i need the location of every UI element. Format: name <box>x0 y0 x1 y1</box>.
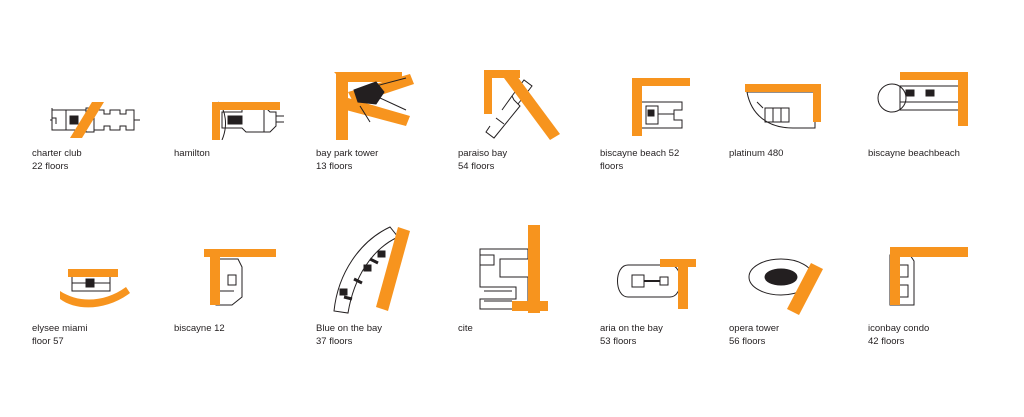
plan-figure-iconbay-condo <box>866 205 1012 315</box>
plan-card-opera-tower[interactable] <box>727 205 873 395</box>
plan-title: hamilton <box>174 148 210 159</box>
plan-caption-cite <box>456 323 602 336</box>
plan-card-aria-on-the-bay[interactable] <box>598 205 744 395</box>
plan-subtitle: 13 floors <box>316 160 353 172</box>
plan-figure-elysee-miami <box>30 205 176 315</box>
plan-title: cite <box>458 323 473 334</box>
plan-caption-hamilton <box>172 148 318 161</box>
plan-figure-paraiso-bay <box>456 30 602 140</box>
plan-caption-charter-club <box>30 148 176 173</box>
plan-title: biscayne 12 <box>174 323 225 334</box>
plan-subtitle: 54 floors <box>458 160 495 172</box>
plan-card-elysee-miami[interactable] <box>30 205 176 395</box>
plan-title: bay park tower <box>316 148 379 159</box>
plan-card-bay-park-tower[interactable] <box>314 30 460 220</box>
plan-figure-hamilton <box>172 30 318 140</box>
plan-card-biscayne-12[interactable] <box>172 205 318 395</box>
plan-card-biscayne-beachbeach[interactable] <box>866 30 1012 220</box>
plan-title: opera tower <box>729 323 780 334</box>
plan-figure-blue-on-the-bay <box>314 205 460 315</box>
plan-subtitle: floors <box>600 160 624 172</box>
plan-title: biscayne beachbeach <box>868 148 960 159</box>
plan-figure-platinum-480 <box>727 30 873 140</box>
plan-figure-biscayne-beach-52 <box>598 30 744 140</box>
plan-card-cite[interactable] <box>456 205 602 395</box>
plan-caption-aria-on-the-bay <box>598 323 744 348</box>
plan-title: iconbay condo <box>868 323 930 334</box>
plan-caption-paraiso-bay <box>456 148 602 173</box>
plan-card-blue-on-the-bay[interactable] <box>314 205 460 395</box>
plan-card-platinum-480[interactable] <box>727 30 873 220</box>
plan-caption-biscayne-beachbeach <box>866 148 1012 161</box>
plan-figure-biscayne-12 <box>172 205 318 315</box>
plan-caption-platinum-480 <box>727 148 873 161</box>
plan-subtitle: 53 floors <box>600 335 637 347</box>
grid-row-2 <box>0 205 1024 395</box>
plan-figure-opera-tower <box>727 205 873 315</box>
plan-caption-iconbay-condo <box>866 323 1012 348</box>
plan-title: elysee miami <box>32 323 88 334</box>
plan-card-charter-club[interactable] <box>30 30 176 220</box>
plan-caption-biscayne-12 <box>172 323 318 336</box>
plan-figure-biscayne-beachbeach <box>866 30 1012 140</box>
plan-caption-opera-tower <box>727 323 873 348</box>
grid-row-1 <box>0 30 1024 220</box>
plan-card-paraiso-bay[interactable] <box>456 30 602 220</box>
plan-subtitle: floor 57 <box>32 335 64 347</box>
plan-figure-charter-club <box>30 30 176 140</box>
plan-title: paraiso bay <box>458 148 508 159</box>
plan-title: charter club <box>32 148 82 159</box>
plan-subtitle: 42 floors <box>868 335 905 347</box>
plan-card-iconbay-condo[interactable] <box>866 205 1012 395</box>
plan-caption-elysee-miami <box>30 323 176 348</box>
plan-title: platinum 480 <box>729 148 784 159</box>
plan-title: biscayne beach 52 <box>600 148 680 159</box>
plan-caption-bay-park-tower <box>314 148 460 173</box>
plan-subtitle: 37 floors <box>316 335 353 347</box>
plan-title: Blue on the bay <box>316 323 383 334</box>
plan-title: aria on the bay <box>600 323 663 334</box>
plan-subtitle: 56 floors <box>729 335 766 347</box>
plan-card-biscayne-beach-52[interactable] <box>598 30 744 220</box>
plan-caption-blue-on-the-bay <box>314 323 460 348</box>
plan-figure-cite <box>456 205 602 315</box>
plan-subtitle: 22 floors <box>32 160 69 172</box>
plan-caption-biscayne-beach-52 <box>598 148 744 173</box>
plan-card-hamilton[interactable] <box>172 30 318 220</box>
plan-figure-bay-park-tower <box>314 30 460 140</box>
plan-figure-aria-on-the-bay <box>598 205 744 315</box>
